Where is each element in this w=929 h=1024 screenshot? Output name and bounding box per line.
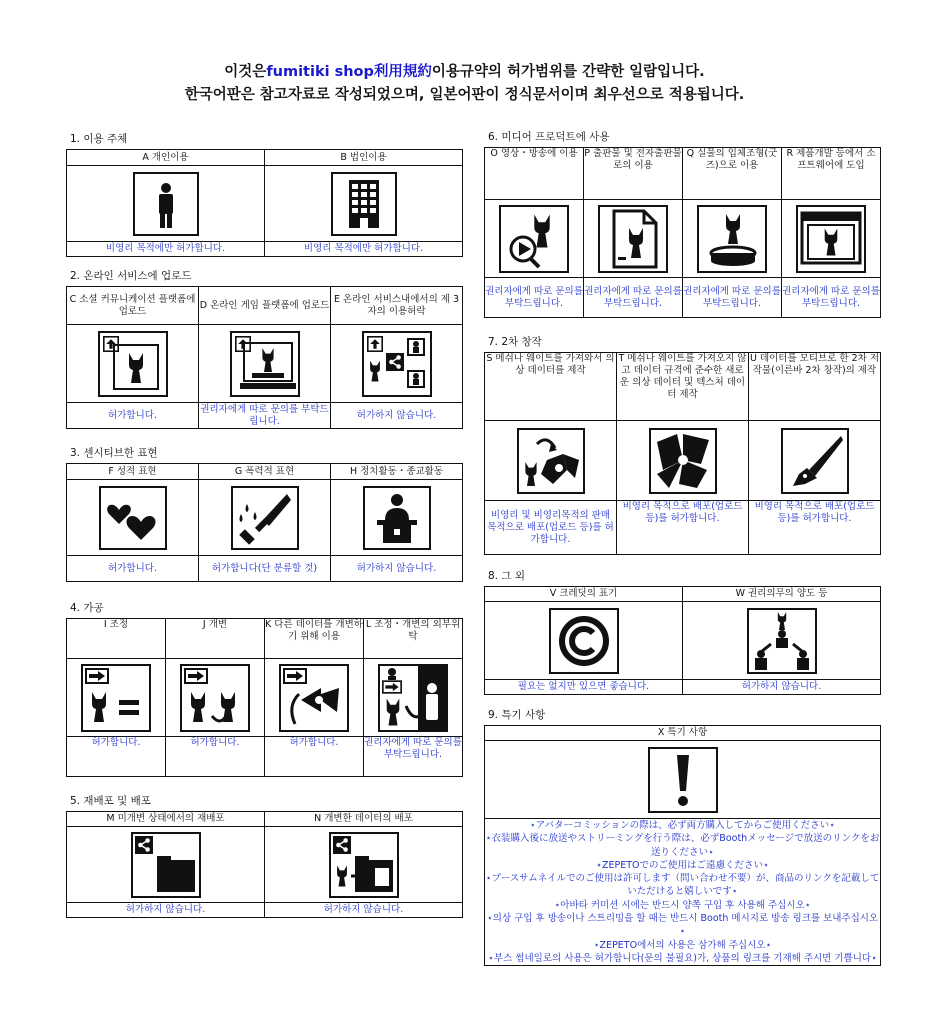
- label-credit: V 크레딧의 표기: [485, 587, 683, 602]
- label-outsource: L 조정・개변의 외부위탁: [364, 619, 463, 659]
- label-personal-use: A 개인이용: [67, 150, 265, 166]
- upload-game-icon: [230, 331, 300, 397]
- label-modify-other: K 다른 데이터를 개변하기 위해 이용: [265, 619, 364, 659]
- special-notes-list: [485, 819, 881, 966]
- label-goods: Q 실물의 입체조형(굿즈)으로 이용: [683, 148, 782, 200]
- status-outsource: 권리자에게 따로 문의를 부탁드립니다.: [364, 737, 463, 777]
- special-note-item: ⋆アバターコミッションの際は、必ず両方購入してからご使用ください⋆: [529, 820, 836, 831]
- label-redistribute: M 미개변 상태에서의 재배포: [67, 812, 265, 827]
- section-derivative: [484, 336, 881, 555]
- status-mesh-clothing: 비영리 및 비영리목적의 판매 목적으로 배포(업로드 등)를 허가합니다.: [485, 501, 617, 555]
- section-title: 5. 재배포 및 배포: [70, 795, 151, 807]
- label-derivative-work: U 데이터를 모티브로 한 2차 저작물(이른바 2차 창작)의 제작: [749, 353, 881, 421]
- redistribute-icon: [131, 832, 201, 898]
- document-icon: [598, 205, 668, 273]
- special-note-item: ⋆부스 썸네일로의 사용은 허가합니다(문의 불필요)가, 상품의 링크를 기재해 주시면 기쁩니다⋆: [487, 952, 878, 964]
- section-usage-subject: [66, 133, 463, 257]
- status-publication: 권리자에게 따로 문의를 부탁드립니다.: [584, 278, 683, 318]
- header-line2: 한국어판은 참고자료로 작성되었으며, 일본어판이 정식문서이며 최우선으로 적용됩니다.: [184, 87, 745, 103]
- label-publication: P 출판물 및 전자출판물로의 이용: [584, 148, 683, 200]
- label-software: R 제품개발 등에서 소프트웨어에 도입: [782, 148, 881, 200]
- status-new-clothing: 비영리 목적으로 배포(업로드 등)를 허가합니다.: [617, 501, 749, 555]
- status-personal: 비영리 목적에만 허가합니다.: [67, 242, 265, 257]
- video-play-icon: [499, 205, 569, 273]
- label-new-clothing: T 메쉬나 웨이트를 가져오지 않고 데이터 규격에 준수한 새로운 의상 데이터 및 텍스처 데이터 제작: [617, 353, 749, 421]
- special-note-item: ⋆의상 구입 후 방송이나 스트리밍을 할 때는 반드시 Booth 메시지로 방송 링크를 보내주십시오⋆: [486, 913, 879, 938]
- modify-other-icon: [279, 664, 349, 732]
- label-violent: G 폭력적 표현: [199, 464, 331, 480]
- status-goods: 권리자에게 따로 문의를 부탁드립니다.: [683, 278, 782, 318]
- podium-speaker-icon: [363, 486, 431, 550]
- section-sensitive: [66, 447, 463, 582]
- status-third-party: 허가하지 않습니다.: [331, 403, 463, 429]
- label-modify: J 개변: [166, 619, 265, 659]
- transfer-icon: [747, 608, 817, 674]
- section-processing: [66, 602, 463, 777]
- section-other: [484, 570, 881, 695]
- section-title: 3. 센시티브한 표현: [70, 447, 158, 459]
- texture-icon: [649, 428, 717, 494]
- status-adjust: 허가합니다.: [67, 737, 166, 777]
- copyright-icon: [549, 608, 619, 674]
- adjust-equals-icon: [81, 664, 151, 732]
- label-adjust: I 조정: [67, 619, 166, 659]
- distribute-modified-icon: [329, 832, 399, 898]
- pen-nib-icon: [781, 428, 849, 494]
- status-credit: 필요는 없지만 있으면 좋습니다.: [485, 680, 683, 695]
- label-sns-upload: C 소셜 커뮤니케이션 플랫폼에 업로드: [67, 287, 199, 325]
- status-modify: 허가합니다.: [166, 737, 265, 777]
- status-game: 권리자에게 따로 문의를 부탁드립니다.: [200, 403, 329, 427]
- label-game-upload: D 온라인 게임 플랫폼에 업로드: [199, 287, 331, 325]
- special-note-item: ⋆ZEPETOでのご使用はご遠慮ください⋆: [596, 859, 769, 871]
- label-distribute-modified: N 개변한 데이터의 배포: [265, 812, 463, 827]
- label-sexual: F 성적 표현: [67, 464, 199, 480]
- label-political: H 정치활동・종교활동: [331, 464, 463, 480]
- status-redistribute: 허가하지 않습니다.: [67, 903, 265, 918]
- label-third-party: E 온라인 서비스내에서의 제 3자의 이용허락: [331, 287, 463, 325]
- special-note-item: ⋆ZEPETO에서의 사용은 삼가해 주십시오⋆: [593, 939, 772, 951]
- label-mesh-clothing: S 메쉬나 웨이트를 가져와서 의상 데이터를 제작: [485, 353, 617, 421]
- section-title: 8. 그 외: [488, 570, 525, 582]
- status-video: 권리자에게 따로 문의를 부탁드립니다.: [485, 278, 584, 318]
- section-title: 4. 가공: [70, 602, 104, 614]
- section-media-products: [484, 131, 881, 318]
- building-icon: [331, 172, 397, 236]
- special-note-item: ⋆ブースサムネイルでのご使用は許可します（問い合わせ不要）が、商品のリンクを記載していただけると嬉しいです⋆: [485, 873, 880, 898]
- exclamation-icon: [648, 747, 718, 813]
- label-corporate-use: B 법인이용: [265, 150, 463, 166]
- section-title: 2. 온라인 서비스에 업로드: [70, 270, 192, 282]
- section-title: 1. 이용 주체: [70, 133, 128, 145]
- status-political: 허가하지 않습니다.: [331, 556, 463, 582]
- status-violent: 허가합니다(단 분류할 것): [199, 556, 331, 582]
- section-title: 6. 미디어 프로덕트에 사용: [488, 131, 610, 143]
- status-transfer: 허가하지 않습니다.: [683, 680, 881, 695]
- mesh-derive-icon: [517, 428, 585, 494]
- modify-cats-icon: [180, 664, 250, 732]
- status-sns: 허가합니다.: [67, 403, 199, 429]
- status-derivative-work: 비영리 목적으로 배포(업로드 등)를 허가합니다.: [749, 501, 881, 555]
- section-special-notes: [484, 709, 881, 966]
- header-line1-post: 이용규약의 허가범위를 간략한 일람입니다.: [431, 64, 705, 80]
- status-software: 권리자에게 따로 문의를 부탁드립니다.: [782, 278, 881, 318]
- knife-blood-icon: [231, 486, 299, 550]
- figure-icon: [697, 205, 767, 273]
- special-note-item: ⋆아바타 커미션 시에는 반드시 양쪽 구입 후 사용해 주십시오⋆: [554, 899, 811, 911]
- label-video: O 영상・방송에 이용: [485, 148, 584, 200]
- section-title: 7. 2차 창작: [488, 336, 542, 348]
- status-corporate: 비영리 목적에만 허가합니다.: [265, 242, 463, 257]
- software-window-icon: [796, 205, 866, 273]
- hearts-icon: [99, 486, 167, 550]
- special-note-item: ⋆衣装購入後に放送やストリーミングを行う際は、必ずBoothメッセージで放送のリンクをお送りください⋆: [485, 833, 880, 858]
- person-icon: [133, 172, 199, 236]
- section-redistribution: [66, 795, 463, 918]
- label-transfer: W 권리의무의 양도 등: [683, 587, 881, 602]
- status-modify-other: 허가합니다.: [265, 737, 364, 777]
- section-online-upload: [66, 270, 463, 429]
- shop-terms-link[interactable]: fumitiki shop利用規約: [266, 64, 432, 80]
- share-third-party-icon: [362, 331, 432, 397]
- status-sexual: 허가합니다.: [67, 556, 199, 582]
- status-distribute-modified: 허가하지 않습니다.: [265, 903, 463, 918]
- section-title: 9. 특기 사항: [488, 709, 546, 721]
- outsource-icon: [378, 664, 448, 732]
- upload-sns-icon: [98, 331, 168, 397]
- label-special-notes: X 특기 사항: [485, 726, 881, 741]
- header-line1-pre: 이것은: [224, 64, 267, 80]
